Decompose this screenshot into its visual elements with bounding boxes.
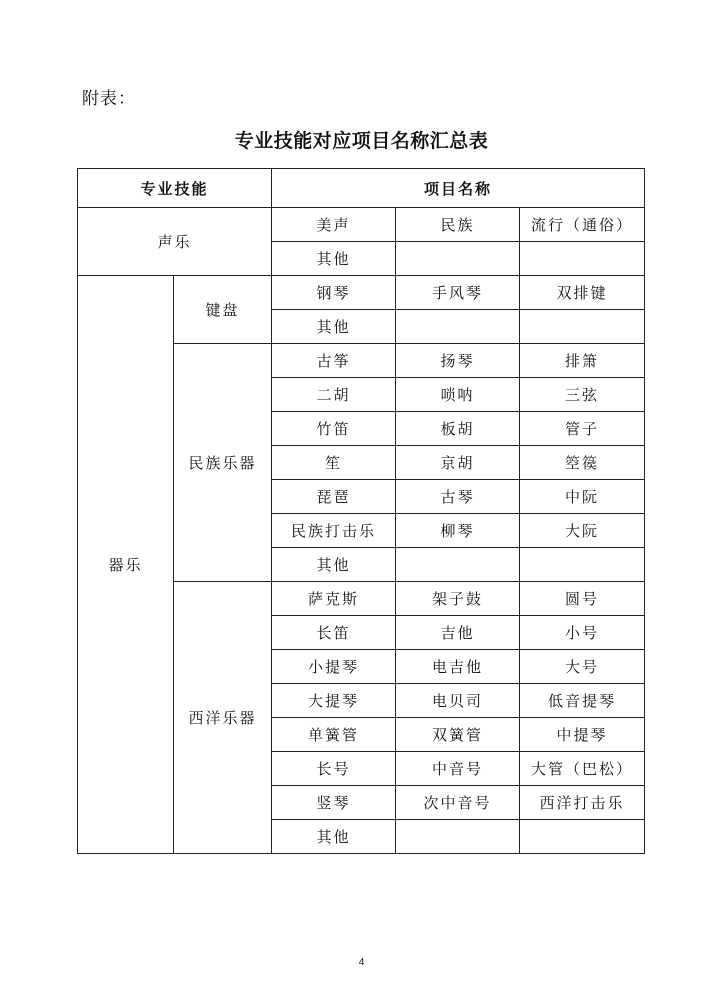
skill-summary-table (77, 168, 645, 854)
category-instrumental: 器乐 (78, 276, 174, 854)
project-cell (520, 242, 645, 276)
project-cell: 民族 (396, 208, 520, 242)
project-cell: 小提琴 (272, 650, 396, 684)
project-cell: 扬琴 (396, 344, 520, 378)
project-cell: 美声 (272, 208, 396, 242)
annex-label: 附表： (82, 89, 136, 109)
project-cell: 竖琴 (272, 786, 396, 820)
project-cell: 长号 (272, 752, 396, 786)
project-cell: 排箫 (520, 344, 645, 378)
project-cell (396, 548, 520, 582)
project-cell: 柳琴 (396, 514, 520, 548)
project-cell: 古琴 (396, 480, 520, 514)
project-cell: 钢琴 (272, 276, 396, 310)
table-body (78, 208, 645, 854)
project-cell: 吉他 (396, 616, 520, 650)
project-cell (396, 310, 520, 344)
project-cell: 小号 (520, 616, 645, 650)
project-cell (520, 820, 645, 854)
project-cell: 大管（巴松） (520, 752, 645, 786)
project-cell: 其他 (272, 242, 396, 276)
project-cell: 单簧管 (272, 718, 396, 752)
page-number: 4 (358, 957, 365, 968)
project-cell: 箜篌 (520, 446, 645, 480)
project-cell: 唢呐 (396, 378, 520, 412)
project-cell: 二胡 (272, 378, 396, 412)
project-cell: 圆号 (520, 582, 645, 616)
project-cell (520, 548, 645, 582)
project-cell: 萨克斯 (272, 582, 396, 616)
project-cell: 长笛 (272, 616, 396, 650)
subcategory-cell: 键盘 (174, 276, 272, 344)
header-project: 项目名称 (272, 169, 645, 208)
table-header-row (78, 169, 645, 208)
project-cell: 其他 (272, 820, 396, 854)
project-cell: 琵琶 (272, 480, 396, 514)
project-cell: 双排键 (520, 276, 645, 310)
project-cell: 中提琴 (520, 718, 645, 752)
project-cell: 双簧管 (396, 718, 520, 752)
project-cell: 大阮 (520, 514, 645, 548)
project-cell: 中阮 (520, 480, 645, 514)
project-cell: 电贝司 (396, 684, 520, 718)
project-cell: 竹笛 (272, 412, 396, 446)
project-cell: 手风琴 (396, 276, 520, 310)
project-cell: 古筝 (272, 344, 396, 378)
subcategory-cell: 西洋乐器 (174, 582, 272, 854)
project-cell: 电吉他 (396, 650, 520, 684)
project-cell (396, 242, 520, 276)
project-cell: 低音提琴 (520, 684, 645, 718)
table-row (78, 208, 645, 242)
project-cell: 架子鼓 (396, 582, 520, 616)
subcategory-cell: 民族乐器 (174, 344, 272, 582)
project-cell (396, 820, 520, 854)
project-cell: 京胡 (396, 446, 520, 480)
project-cell: 管子 (520, 412, 645, 446)
project-cell (520, 310, 645, 344)
table-row (78, 276, 645, 310)
project-cell: 板胡 (396, 412, 520, 446)
project-cell: 其他 (272, 310, 396, 344)
project-cell: 次中音号 (396, 786, 520, 820)
project-cell: 中音号 (396, 752, 520, 786)
project-cell: 大号 (520, 650, 645, 684)
project-cell: 西洋打击乐 (520, 786, 645, 820)
project-cell: 大提琴 (272, 684, 396, 718)
project-cell: 流行（通俗） (520, 208, 645, 242)
header-skill: 专业技能 (78, 169, 272, 208)
category-vocal: 声乐 (78, 208, 272, 276)
project-cell: 民族打击乐 (272, 514, 396, 548)
project-cell: 笙 (272, 446, 396, 480)
project-cell: 其他 (272, 548, 396, 582)
project-cell: 三弦 (520, 378, 645, 412)
table-title: 专业技能对应项目名称汇总表 (234, 130, 489, 152)
